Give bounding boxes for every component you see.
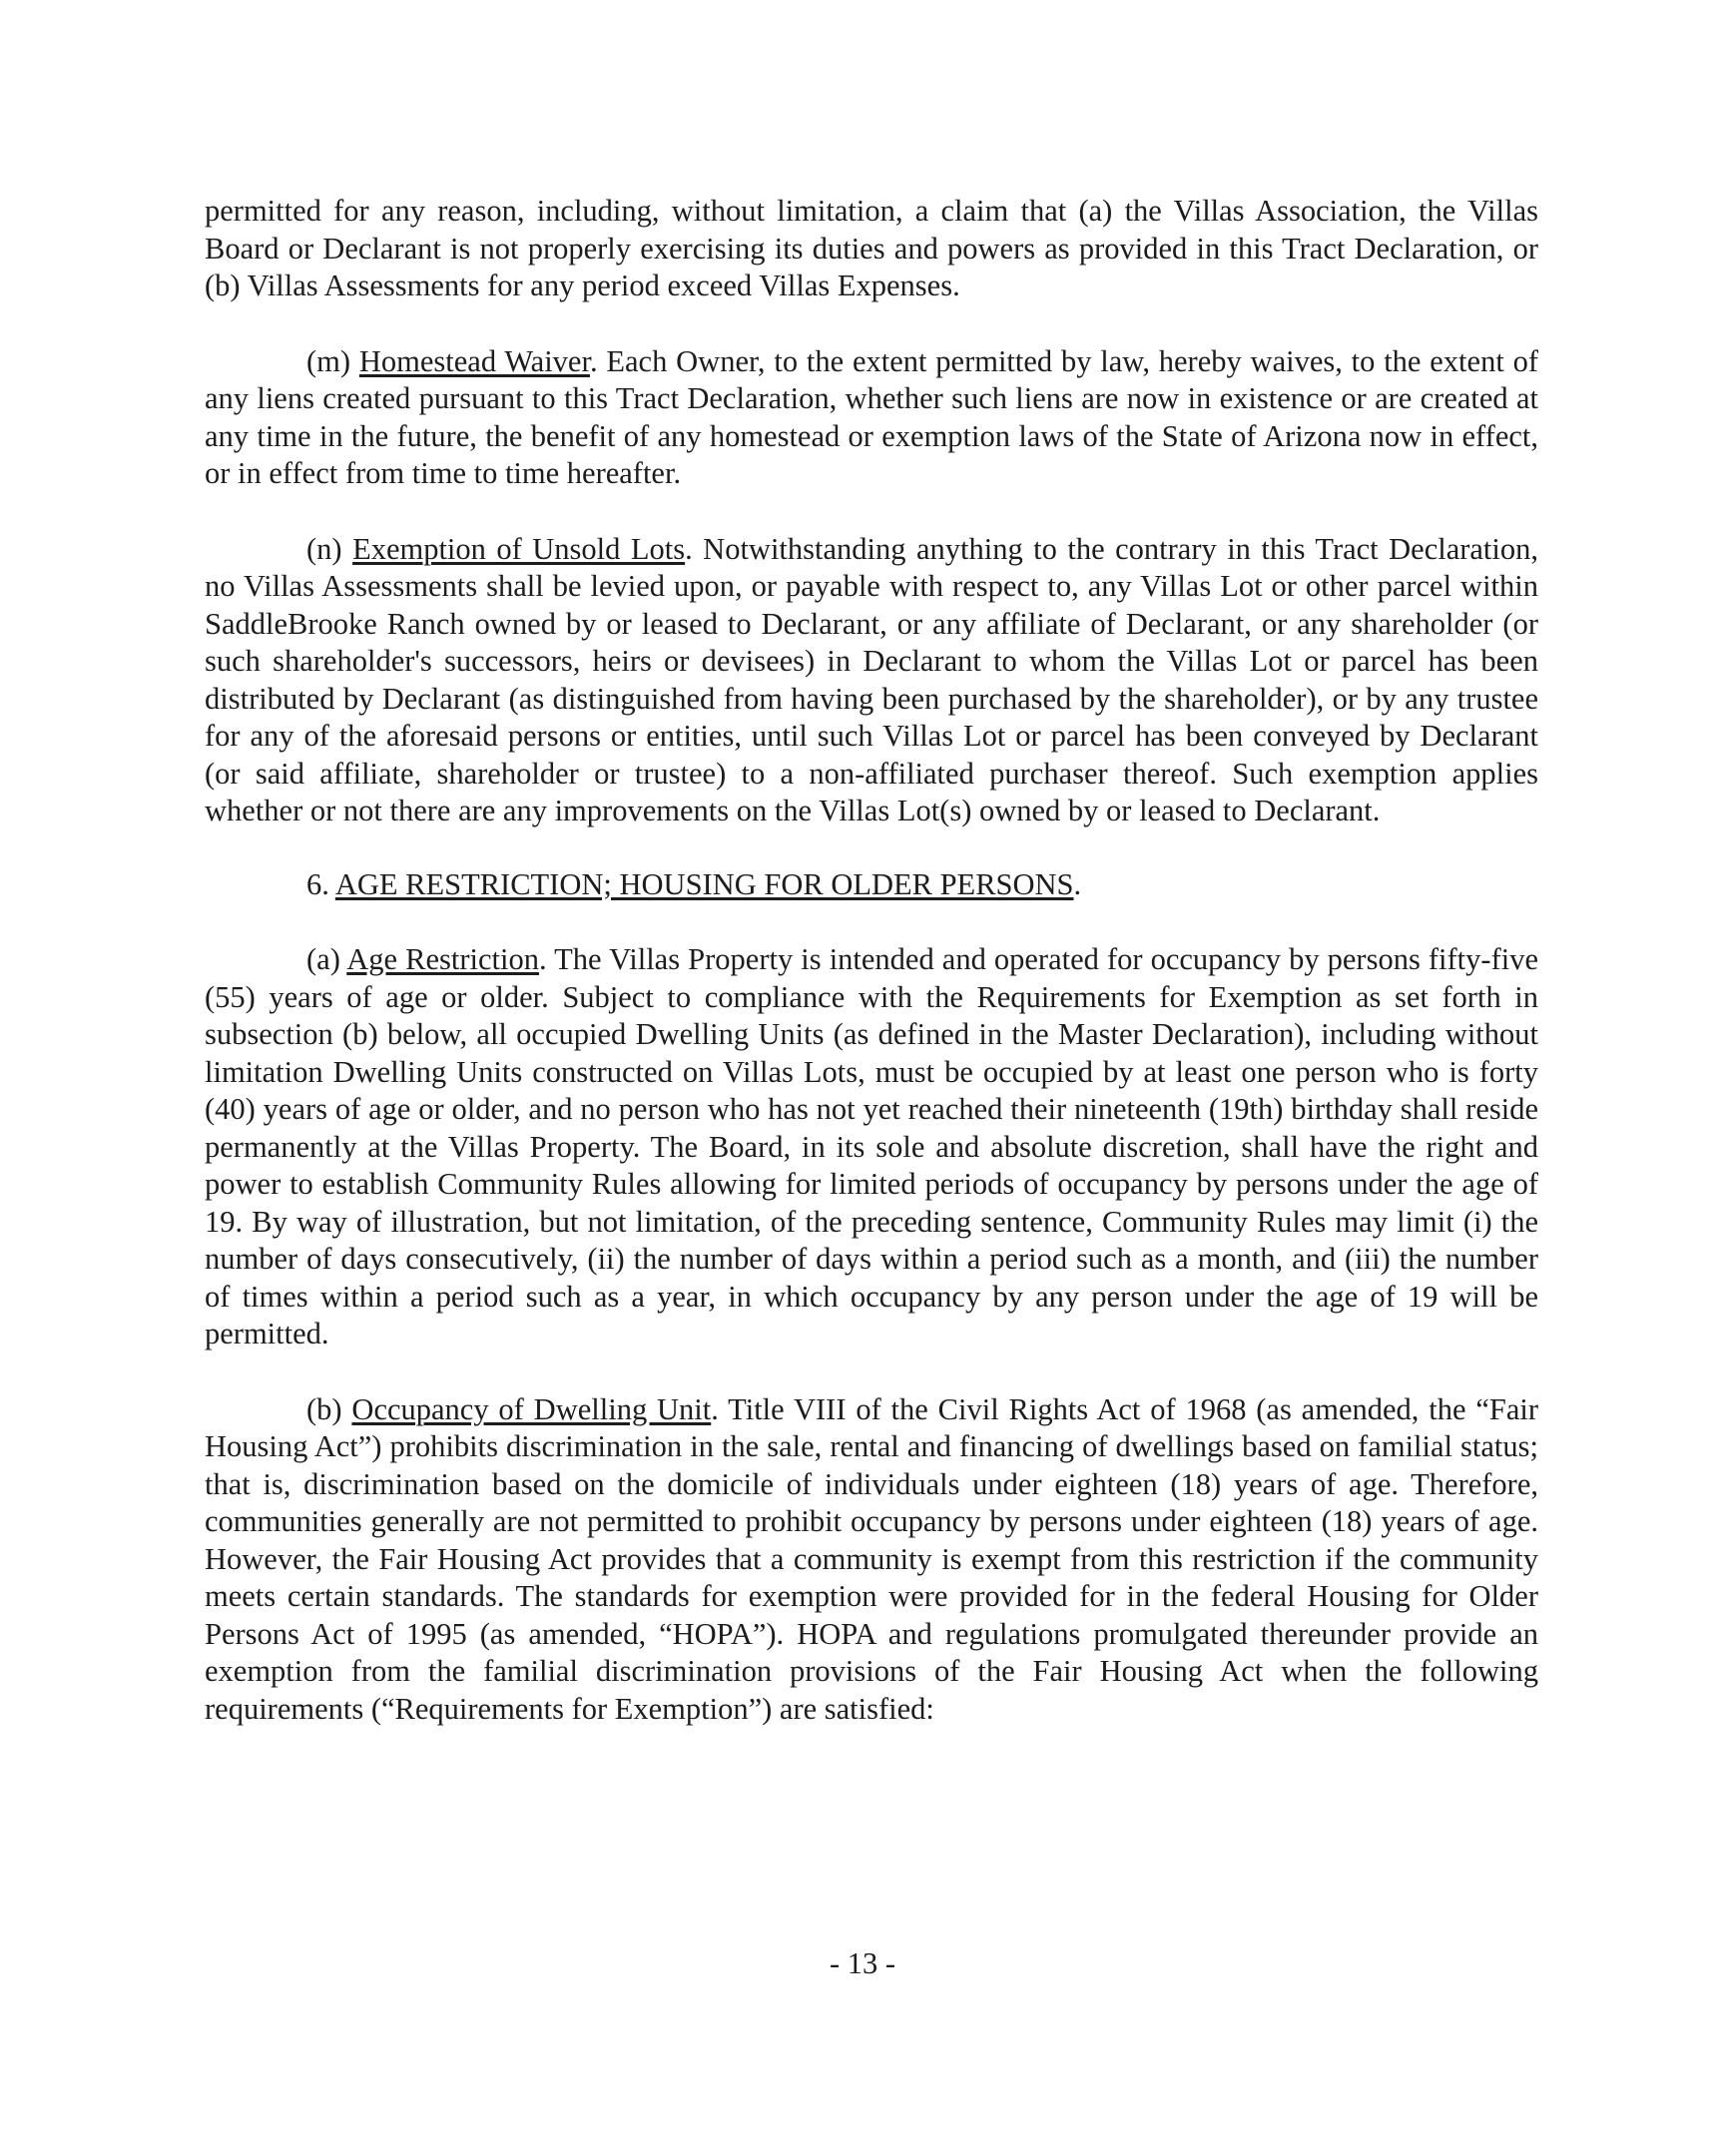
section-6-heading — [205, 866, 1538, 904]
paragraph-n-title: Exemption of Unsold Lots — [352, 531, 686, 566]
paragraph-m-label: (m) — [306, 343, 351, 378]
page-number: - 13 - — [829, 1946, 896, 1980]
paragraph-n — [205, 531, 1538, 830]
paragraph-a-title: Age Restriction — [346, 942, 539, 976]
paragraph-b-text: . Title VIII of the Civil Rights Act of 1968 (as amended, the “Fair Housing Act”) prohibits discrimination in the sale, rental and financing of dwellings based on familial status; that is, discrimination based on the domicile of individuals under eighteen (18) years of age. Therefore, communities generally are not permitted to prohibit occupancy by persons under eighteen (18) years of age. However, the Fair Housing Act provides that a community is exempt from this restriction if the community meets certain standards. The standards for exemption were provided for in the federal Housing for Older Persons Act of 1995 (as amended, “HOPA”). HOPA and regulations promulgated thereunder provide an exemption from the familial discrimination provisions of the Fair Housing Act when the following requirements (“Requirements for Exemption”) are satisfied: — [205, 1391, 1538, 1726]
paragraph-b-title: Occupancy of Dwelling Unit — [351, 1391, 712, 1426]
section-6-period: . — [1073, 866, 1082, 901]
section-6-title: AGE RESTRICTION; HOUSING FOR OLDER PERSONS — [334, 866, 1074, 901]
paragraph-n-label: (n) — [306, 531, 342, 566]
paragraph-a — [205, 941, 1538, 1353]
paragraph-continuation: permitted for any reason, including, without limitation, a claim that (a) the Villas Association, the Villas Board or Declarant is not properly exercising its duties and powers as provided in this Tract Declaration, or (b) Villas Assessments for any period exceed Villas Expenses. — [205, 194, 1538, 302]
paragraph-a-text: . The Villas Property is intended and operated for occupancy by persons fifty-five (55) years of age or older. Subject to compliance with the Requirements for Exemption as set forth in subsection (b) below, all occupied Dwelling Units (as defined in the Master Declaration), including without limitation Dwelling Units constructed on Villas Lots, must be occupied by at least one person who is forty (40) years of age or older, and no person who has not yet reached their nineteenth (19th) birthday shall reside permanently at the Villas Property. The Board, in its sole and absolute discretion, shall have the right and power to establish Community Rules allowing for limited periods of occupancy by persons under the age of 19. By way of illustration, but not limitation, of the preceding sentence, Community Rules may limit (i) the number of days consecutively, (ii) the number of days within a period such as a month, and (iii) the number of times within a period such as a year, in which occupancy by any person under the age of 19 will be permitted. — [205, 942, 1538, 1350]
paragraph-b-label: (b) — [306, 1391, 342, 1426]
paragraph-m-text: . Each Owner, to the extent permitted by law, hereby waives, to the extent of any liens created pursuant to this Tract Declaration, whether such liens are now in existence or are created at any time in the future, the benefit of any homestead or exemption laws of the State of Arizona now in effect, or in effect from time to time hereafter. — [205, 343, 1539, 490]
section-6-number: 6. — [306, 866, 329, 901]
paragraph-n-text: . Notwithstanding anything to the contrary in this Tract Declaration, no Villas Assessments shall be levied upon, or payable with respect to, any Villas Lot or other parcel within SaddleBrooke Ranch owned by or leased to Declarant, or any affiliate of Declarant, or any shareholder (or such shareholder's successors, heirs or devisees) in Declarant to whom the Villas Lot or parcel has been distributed by Declarant (as distinguished from having been purchased by the shareholder), or by any trustee for any of the aforesaid persons or entities, until such Villas Lot or parcel has been conveyed by Declarant (or said affiliate, shareholder or trustee) to a non-affiliated purchaser thereof. Such exemption applies whether or not there are any improvements on the Villas Lot(s) owned by or leased to Declarant. — [205, 531, 1539, 827]
paragraph-m — [205, 343, 1538, 493]
document-page — [205, 193, 1538, 1728]
paragraph-b — [205, 1391, 1538, 1729]
paragraph-m-title: Homestead Waiver — [358, 343, 590, 378]
paragraph-a-label: (a) — [306, 942, 340, 976]
